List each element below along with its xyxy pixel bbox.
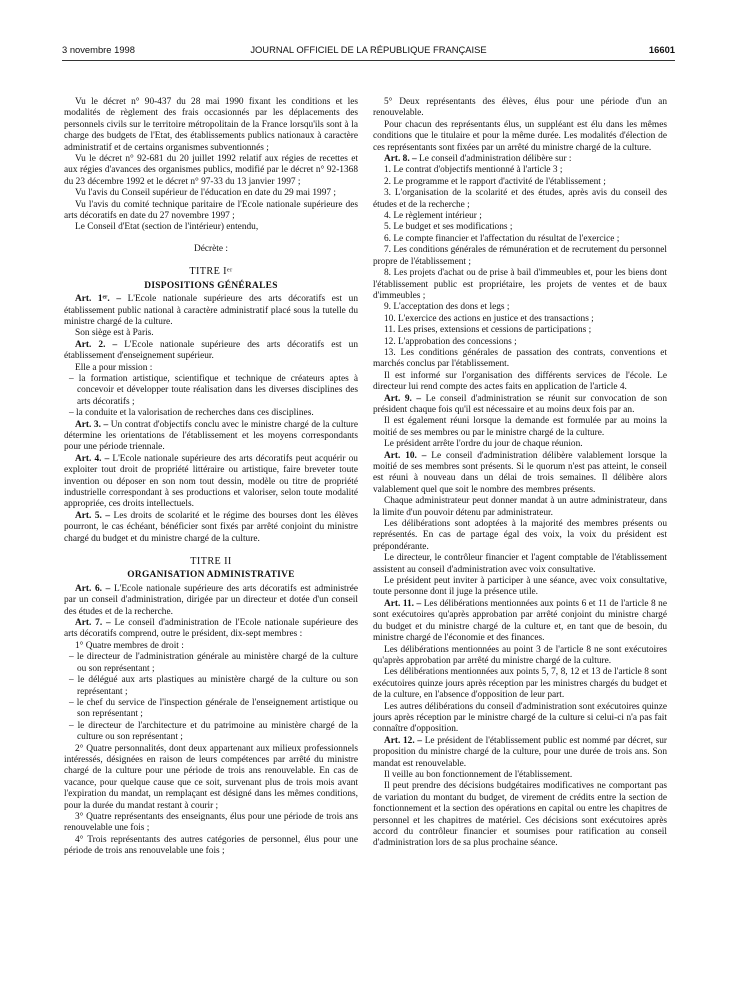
- paragraph: Le directeur, le contrôleur financier et l'agent comptable de l'établissement assistent au conseil d'administration avec voix consultative.: [373, 553, 667, 575]
- paragraph-vu: Vu l'avis du Conseil supérieur de l'éducation en date du 29 mai 1997 ;: [75, 188, 336, 199]
- article-text: Les droits de scolarité et le régime des bourses dont les élèves pourront, le cas échéant, bénéficier sont fixés par arrêté conjoint du ministre chargé du budget et du ministre chargé de la culture.: [64, 510, 358, 544]
- paragraph-vu: Vu le décret n° 92-681 du 20 juillet 1992 relatif aux régies de recettes et aux régies d'avances des organismes publics, modifié par le décret n° 92-1368 du 23 décembre 1992 et le décret n° 97-33 du 13 janvier 1997 ;: [64, 154, 358, 187]
- article-label: Art. 12. –: [384, 735, 423, 746]
- titre-1-heading: TITRE Iᵉʳ: [189, 266, 233, 278]
- list-item: 11. Les prises, extensions et cessions de participations ;: [384, 325, 592, 336]
- header-journal-title: JOURNAL OFFICIEL DE LA RÉPUBLIQUE FRANÇAISE: [250, 44, 487, 55]
- paragraph-vu: Vu l'avis du comité technique paritaire de l'Ecole nationale supérieure des arts décoratifs en date du 27 novembre 1997 ;: [64, 199, 358, 222]
- header-rule: [62, 60, 675, 61]
- header-date: 3 novembre 1998: [62, 44, 135, 55]
- paragraph: Il est également réuni lorsque la demande est formulée par au moins la moitié de ses membres ou par le ministre chargé de la culture.: [373, 416, 667, 438]
- paragraph: Elle a pour mission :: [75, 362, 153, 373]
- article-text: Le conseil d'administration de l'Ecole nationale supérieure des arts décoratifs comprend, outre le président, dix-sept membres :: [64, 618, 359, 640]
- list-item: 13. Les conditions générales de passation des contrats, conventions et marchés conclus par l'établissement.: [373, 347, 667, 370]
- paragraph: Pour chacun des représentants élus, un suppléant est élu dans les mêmes conditions que le titulaire et pour la même durée. Les modalités d'élection de ces représentants sont fixées par un arrêté du ministre chargé de la culture.: [373, 119, 667, 153]
- article-4: [64, 454, 358, 511]
- paragraph: Les autres délibérations du conseil d'administration sont exécutoires quinze jours après réception par le ministre chargé de la culture si celui-ci n'a pas fait connaître d'opposition.: [373, 701, 667, 735]
- paragraph: Les délibérations mentionnées au point 3 de l'article 8 ne sont exécutoires qu'après approbation par arrêté du ministre chargé de la culture.: [373, 644, 667, 666]
- list-item: 5. Le budget et ses modifications ;: [384, 222, 513, 233]
- page-header: [62, 44, 675, 60]
- article-label: Art. 8. –: [384, 154, 417, 165]
- list-item: 4. Le règlement intérieur ;: [384, 211, 482, 222]
- titre-2-heading: TITRE II: [190, 556, 232, 568]
- list-item: 8. Les projets d'achat ou de prise à bail d'immeubles et, pour les biens dont l'établissement public est propriétaire, les projets de ventes et de baux d'immeubles ;: [373, 268, 667, 301]
- list-item: 7. Les conditions générales de rémunération et de recrutement du personnel propre de l'établissement ;: [373, 245, 667, 267]
- article-text: Le conseil d'administration délibère sur :: [416, 154, 572, 165]
- paragraph: 3° Quatre représentants des enseignants, élus pour une période de trois ans renouvelable une fois ;: [64, 811, 358, 834]
- article-label: Art. 7. –: [75, 618, 111, 629]
- article-11: [373, 599, 667, 645]
- dash-item: – le délégué aux arts plastiques au ministère chargé de la culture ou son représentant ;: [69, 675, 358, 697]
- paragraph: Le président peut inviter à participer à une séance, avec voix consultative, toute personne dont il juge la présence utile.: [373, 576, 667, 598]
- article-3: [64, 420, 358, 454]
- list-item: 10. L'exercice des actions en justice et des transactions ;: [384, 313, 594, 324]
- list-item: 12. L'approbation des concessions ;: [384, 336, 517, 347]
- titre-1-subtitle: DISPOSITIONS GÉNÉRALES: [144, 280, 278, 291]
- dash-item: – la conduite et la valorisation de recherches dans ces disciplines.: [69, 408, 314, 419]
- dash-item: – le directeur de l'architecture et du patrimoine au ministère chargé de la culture ou son représentant ;: [69, 720, 358, 743]
- article-label: Art. 2. –: [75, 339, 118, 350]
- article-1: [64, 294, 358, 328]
- paragraph: Les délibérations sont adoptées à la majorité des membres présents ou représentés. En cas de partage égal des voix, la voix du président est prépondérante.: [373, 519, 667, 552]
- article-label: Art. 3. –: [75, 419, 109, 430]
- article-text: L'Ecole nationale supérieure des arts décoratifs est un établissement public national à caractère administratif placé sous la tutelle du ministre chargé de la culture.: [64, 294, 358, 327]
- article-9: [373, 394, 667, 417]
- right-column: [373, 97, 667, 850]
- article-text: Les délibérations mentionnées aux points 6 et 11 de l'article 8 ne sont exécutoires qu'après approbation par arrêté conjoint du ministre chargé du budget et du ministre chargé de la culture et, en tant que de besoin, du ministre chargé de l'économie et des finances.: [373, 598, 667, 644]
- dash-item: – le chef du service de l'inspection générale de l'enseignement artistique ou son représentant ;: [69, 697, 358, 720]
- article-text: Le conseil d'administration se réunit sur convocation de son président chaque fois qu'il est nécessaire et au moins deux fois par an.: [373, 393, 667, 415]
- article-10: [373, 451, 667, 497]
- article-7: [64, 618, 358, 641]
- article-text: Un contrat d'objectifs conclu avec le ministre chargé de la culture détermine les orientations de l'établissement et les moyens correspondants pour une période triennale.: [64, 419, 358, 453]
- paragraph: Il veille au bon fonctionnement de l'établissement.: [384, 769, 573, 780]
- paragraph: 5° Deux représentants des élèves, élus pour une période d'un an renouvelable.: [373, 97, 667, 119]
- article-12: [373, 736, 667, 770]
- article-text: Le conseil d'administration délibère valablement lorsque la moitié de ses membres sont présents. Si le quorum n'est pas atteint, le conseil est réuni à nouveau dans un délai de trois semaines. Il délibère alors valablement quel que soit le nombre des membres présents.: [373, 450, 667, 495]
- decrete-heading: Décrète :: [194, 243, 228, 254]
- article-label: Art. 5. –: [75, 510, 111, 521]
- article-label: Art. 11. –: [384, 598, 422, 609]
- article-label: Art. 10. –: [384, 450, 427, 461]
- paragraph: Il peut prendre des décisions budgétaires modificatives ne comportant pas de variation du montant du budget, de virement de crédits entre la section de fonctionnement et la section des opérations en capital ou entre les chapitres de personnel et les chapitres de matériel. Ces décisions sont exécutoires après accord du contrôleur financier et soumises pour ratification au conseil d'administration lors de sa plus prochaine séance.: [373, 781, 667, 849]
- list-item: 1. Le contrat d'objectifs mentionné à l'article 3 ;: [384, 165, 563, 176]
- paragraph-vu: Vu le décret n° 90-437 du 28 mai 1990 fixant les conditions et les modalités de règlement des frais occasionnés par les déplacements des personnels civils sur le territoire métropolitain de la France lorsqu'ils sont à la charge des budgets de l'Etat, des établissements publics nationaux à caractère administratif et de certains organismes subventionnés ;: [64, 97, 358, 153]
- paragraph: Il est informé sur l'organisation des différents services de l'école. Le directeur lui rend compte des actes faits en application de l'article 4.: [373, 370, 667, 393]
- article-text: L'Ecole nationale supérieure des arts décoratifs est administrée par un conseil d'administration, dirigée par un directeur et dotée d'un conseil des études et de la recherche.: [64, 583, 358, 617]
- article-6: [64, 584, 358, 618]
- article-2: [64, 340, 358, 363]
- paragraph: Le président arrête l'ordre du jour de chaque réunion.: [384, 439, 583, 450]
- article-text: Le président de l'établissement public est nommé par décret, sur proposition du ministre chargé de la culture, pour une durée de trois ans. Son mandat est renouvelable.: [373, 735, 667, 769]
- left-column: [64, 97, 358, 858]
- list-item: 3. L'organisation de la scolarité et des études, après avis du conseil des études et de la recherche ;: [373, 188, 667, 210]
- article-label: Art. 1ᵉʳ. –: [75, 294, 121, 305]
- paragraph: Son siège est à Paris.: [75, 328, 154, 339]
- paragraph: 2° Quatre personnalités, dont deux appartenant aux milieux professionnels intéressés, désignées en raison de leurs compétences par arrêté du ministre chargé de la culture pour une période de trois ans renouvelable. En cas de vacance, pour quelque cause que ce soit, survenant plus de trois mois avant l'expiration du mandat, un remplaçant est désigné dans les mêmes conditions, pour la durée du mandat restant à courir ;: [64, 743, 358, 811]
- header-page-number: 16601: [648, 44, 675, 55]
- list-item: 6. Le compte financier et l'affectation du résultat de l'exercice ;: [384, 233, 620, 244]
- paragraph-conseil-etat: Le Conseil d'Etat (section de l'intérieur) entendu,: [75, 222, 259, 233]
- article-8: [373, 154, 667, 165]
- article-text: L'Ecole nationale supérieure des arts décoratifs peut acquérir ou exploiter tout droit de propriété littéraire ou artistique, faire breveter toute invention ou déposer en son nom tout dessin, modèle ou titre de propriété industrielle correspondant à ses productions et valoriser, selon toute modalité appropriée, ces droits intellectuels.: [64, 453, 358, 510]
- paragraph: Chaque administrateur peut donner mandat à un autre administrateur, dans la limite d'un pouvoir détenu par administrateur.: [373, 496, 667, 518]
- list-item: 2. Le programme et le rapport d'activité de l'établissement ;: [384, 176, 606, 187]
- article-label: Art. 9. –: [384, 393, 422, 404]
- article-5: [64, 511, 358, 545]
- paragraph: Les délibérations mentionnées aux points 5, 7, 8, 12 et 13 de l'article 8 sont exécutoires quinze jours après réception par les ministres chargés du budget et de la culture, en l'absence d'opposition de leur part.: [373, 667, 667, 701]
- list-item: 9. L'acceptation des dons et legs ;: [384, 302, 510, 313]
- paragraph: 4° Trois représentants des autres catégories de personnel, élus pour une période de trois ans renouvelable une fois ;: [64, 834, 358, 857]
- paragraph: 1° Quatre membres de droit :: [75, 640, 184, 651]
- article-text: L'Ecole nationale supérieure des arts décoratifs est un établissement d'enseignement supérieur.: [64, 339, 358, 362]
- dash-item: – le directeur de l'administration générale au ministère chargé de la culture ou son représentant ;: [69, 652, 358, 674]
- article-label: Art. 6. –: [75, 583, 111, 594]
- dash-item: – la formation artistique, scientifique et technique de créateurs aptes à concevoir et développer toute réalisation dans les diverses disciplines des arts décoratifs ;: [69, 373, 358, 407]
- titre-2-subtitle: ORGANISATION ADMINISTRATIVE: [127, 570, 295, 581]
- article-label: Art. 4. –: [75, 453, 110, 464]
